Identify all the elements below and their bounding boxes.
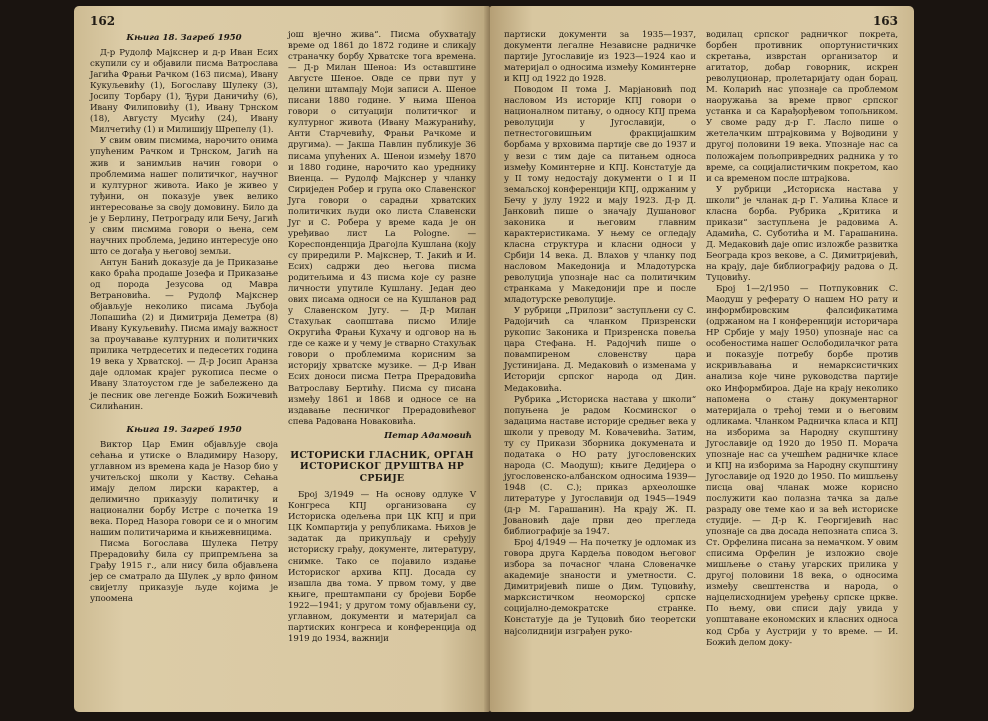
paragraph: Број 4/1949 — На почетку је одломак из говора друга Кардеља поводом његовог избора за почасног члана Словеначке академије знаности и уметности. С. Димитријевић пише о Дим. Туцовићу, марксистичком неоморској српске социјално-демократске странке. Констатује да је Туцовић био теоретски најсолиднији изграђен руко- [504,538,696,637]
left-col-1 [90,30,278,645]
left-col-2 [288,30,476,645]
section-heading: Књига 19. Загреб 1950 [126,424,242,435]
author-signature: Петар Адамовић [384,430,472,441]
right-col-1 [504,30,696,649]
paragraph: Рубрика „Историска настава у школи“ попуњена је радом Косминског о задацима наставе историје средњег века у школи у преводу М. Ковачевића. Затим, ту су Прикази Зборника докумената и података о НО рату југословенских народа (С. Маодуш); књиге Дедијера о југословенско-албанском односима 1939—1948 (С. С.); приказ археолошке литературе у Југославији од 1945—1949 (д-р М. Гарашанин). На крају Ж. П. Јовановић даје први део прегледа библиографије за 1947. [504,394,696,538]
paragraph: партиски документи за 1935—1937, документи легалне Независне радничке партије Југославије из 1923—1924 као и материјал о односима између Коминтерне и КПЈ од 1922 до 1928. [504,30,696,85]
right-page [490,6,914,712]
paragraph: Број 3/1949 — На основу одлуке V Конгреса КПЈ организована су Историска одељења при ЦК КПЈ и при ЦК Компартија у републикама. Њихов је задатак да прикупљају и сређују историску грађу, документе, литературу, снимке. Тако се појавило издање Историског архива КПЈ. Досада су изашла два тома. У првом тому, у две књиге, прештампани су бројеви Борбе 1922—1941; у другом тому објављени су, углавном, документи и материјал са партиских конгреса и конференција од 1919 до 1934, важнији [288,490,476,644]
paragraph: У свим овим писмима, нарочито онима упућеним Рачком и Трнском, Јагић на жив и занимљив начин говори о проблемима нашег политичког, научног и културног живота. Иако је живео у туђини, он показује увек велико интересовање за своју домовину. Било да је у Берлину, Петрограду или Бечу, Јагић у свим писмима говори о њена, сем научних проблема, једино интересује оно што се догађа у његовој земљи. [90,136,278,257]
paragraph: Број 1—2/1950 — Потпуковник С. Маодуш у реферату О нашем НО рату и информбировским фалсификатима (одржаном на I конференцији историчара НР Србије у мају 1950) упознаје нас са особеностима нашег Ослободилачког рата и показује потребу борбе против искривљавања и немарксистичких анализа које чине руководства партије око Информбироа. Даје на крају неколико напомена о стању документарног материјала о трећој теми и о његовим одликама. Чланком Радничка класа и КПЈ на изборима за Народну скупштину Југославије од 1920 до 1950 П. Морача упознаје нас са учешћем радничке класе и КПЈ на изборима за Народну скупштину Југославије од 1920 до 1950. По мишљењу писца овај чланак може корисно послужити као полазна тачка за даље разраду ове теме као и за већ историске студије. — Д-р К. Георгијевић нас упознаје са два досада непозната списа З. Ст. Орфелина писана за немачком. У овим списима Орфелин је изложио своје мишљење о стању угарских прилика у другој половини 18 века, о односима између свештенства и народа, о најцелисходнијем уређењу српске цркве. По њему, ови списи дају увида у уопштаване економских и класних односа код Срба у Аустрији у то време. — И. Божић делом доку- [706,284,898,648]
section-title-line-2: ИСТОРИСКОГ ДРУШТВА НР СРБИЈЕ [299,461,465,484]
left-columns [90,30,476,645]
right-columns [504,30,898,649]
paragraph: Антун Банић доказује да је Приказање како браћа продаше Јозефа и Приказање од порода Језусова од Мавра Ветрановића. — Рудолф Мајкснер објављује неколико писама Љубоја Лопашића (2) и Димитрија Деметра (8) Ивану Кукуљевићу. Писма имају важност за проучавање културних и политичких прилика четрдесетих и педесетих година 19 века у Хрватској. — Д-р Јосип Аранза даје одломак крајег рукописа песме о Ивану Златоустом где је забележено да је песник ове легенде Божић Божичевић Силићанин. [90,257,278,412]
page-number-right: 163 [872,14,898,28]
section-title-line-1: ИСТОРИСКИ ГЛАСНИК, ОРГАН [290,449,474,461]
paragraph: Д-р Рудолф Мајкснер и д-р Иван Есих скупили су и објавили писма Ватрослава Јагића Фрањи Рачком (163 писма), Ивану Кукуљевићу (1), Богославу Шулеку (3), Јосипу Торбару (1), Ђури Даничићу (6), Ивану Филиповићу (1), Ивану Трнском (18), Августу Мусићу (24), Ивану Милчетићу (1) и Милишију Шрепелу (1). [90,48,278,136]
paragraph: Поводом II тома Ј. Марјановић под насловом Из историје КПЈ говори о националном питању, о односу КПЈ према револуцији у Југославији, о петнестоговишњим фракцијашким борбама у врховима партије све до 1937 и у вези с тим даје са питањем односа између Коминтерне и КПЈ. Констатује да у II тому недостају документи о I и II земаљској конференцији КПЈ, одржаним у Бечу у јулу 1922 и мају 1923. Д-р Д. Јанковић пише о значају Душановог законика и његовим главним карактеристикама. У њему се огледају класна структура и класни односи у Србији 14 века. Д. Влахов у чланку под насловом Македонија и Младотурска револуција упознаје нас са политичким странкама у Македонији пре и после младотурске револуције. [504,85,696,306]
right-col-2 [706,30,898,649]
paragraph: водилац српског радничког покрета, борбен противник опортунистичких скретања, изврстан организатор и агитатор, добар говорник, искрен револуционар, пролетаријату одан борац. М. Коларић нас упознаје са проблемом наоружања за време првог српског устанка и са Карађорђевом топољником. У своме раду д-р Г. Ласло пише о жетелачким штрајковима у Војводини у другој половини 19 века. Упознаје нас са положајем пољопривредних радника у то време, са социјалистичким покретом, као и са временом после штрајкова. [706,30,898,184]
section-heading: Књига 18. Загреб 1950 [126,33,242,43]
left-page [74,6,490,712]
paragraph: Виктор Цар Емин објављује своја сећања и утиске о Владимиру Назору, углавном из времена када је Назор био у учитељској школи у Каству. Сећања имају делом лирски карактер, а делимично приказују политичку и национални борбу Истре с почетка 19 века. Поред Назора говори се и о многим нашим политичарима и књижевницима. [90,439,278,539]
paragraph: У рубрици „Прилози“ заступљени су С. Радојичић са чланком Призренски рукопис Законика и Призренска повеља цара Стефана. Н. Радојчић пише о повампиреном словенству цара Јустинијана. Д. Медаковић о изменама у Историји српског народа од Дин. Медаковића. [504,306,696,394]
paragraph: У рубрици „Историска настава у школи“ је чланак д-р Г. Уалиња Класе и класна борба. Рубрика „Критика и прикази“ заступљена је радовима А. Адамића, С. Суботића и М. Гарашанина. Д. Медаковић даје опис изложбе развитка Београда кроз векове, а С. Димитријевић, на крају, даје библиографију радова о Д. Туцовићу. [706,184,898,284]
page-number-left: 162 [90,14,116,28]
paragraph: још вјечно жива“. Писма обухватају време од 1861 до 1872 године и сликају страначку борбу Хрватске тога времена. — Д-р Милан Шеноа: Из оставштине Августе Шеное. Овде се први пут у целини штампају Моји записи А. Шеное писани 1880 године. У њима Шеноа говори о ситуацији политичког и културног живота (Ивану Мажуранићу, Анти Старчевићу, Фрањи Рачкоме и другима). — Јакша Павлин публикује 36 писама упућених А. Шенои између 1870 и 1880 године, нарочито као уреднику Виенца. — Рудолф Мајкснер у чланку Сириједен Робер и група око Славенског Југа говори о сарадњи хрватских политичких људи око листа Славенски Југ и С. Робера у време када је он уређивао лист La Pologne. — Кореспонденција Драгојла Кушлана (коју су приредили Р. Мајкснер, Т. Јакић и И. Есих) садржи део његова писма родитељима и 43 писма које су разне личности упутиле Кушлану. Један део ових писама односи се на Кушланов рад у Славенском Југу. — Д-р Милан Стахуљак саопштава писмо Илије Округића Фрањи Кухачу и одговор на њ где се каже и у чему је стварно Стахуљак говори о проблемима корисним за историју хрватске музике. — Д-р Иван Есих доноси писма Петра Прерадовића Ватрославу Бертићу. Писма су писана између 1861 и 1868 и односе се на издавање песничког Прерадовићевог спева Радована Новаковића. [288,30,476,427]
paragraph: Писма Богослава Шулека Петру Прерадовићу била су припремљена за Грађу 1915 г., али нису била објављена јер се сматрало да Шулек „у врло фином свијетлу приказује људе којима је упоомена [90,539,278,605]
section-title [288,450,476,485]
